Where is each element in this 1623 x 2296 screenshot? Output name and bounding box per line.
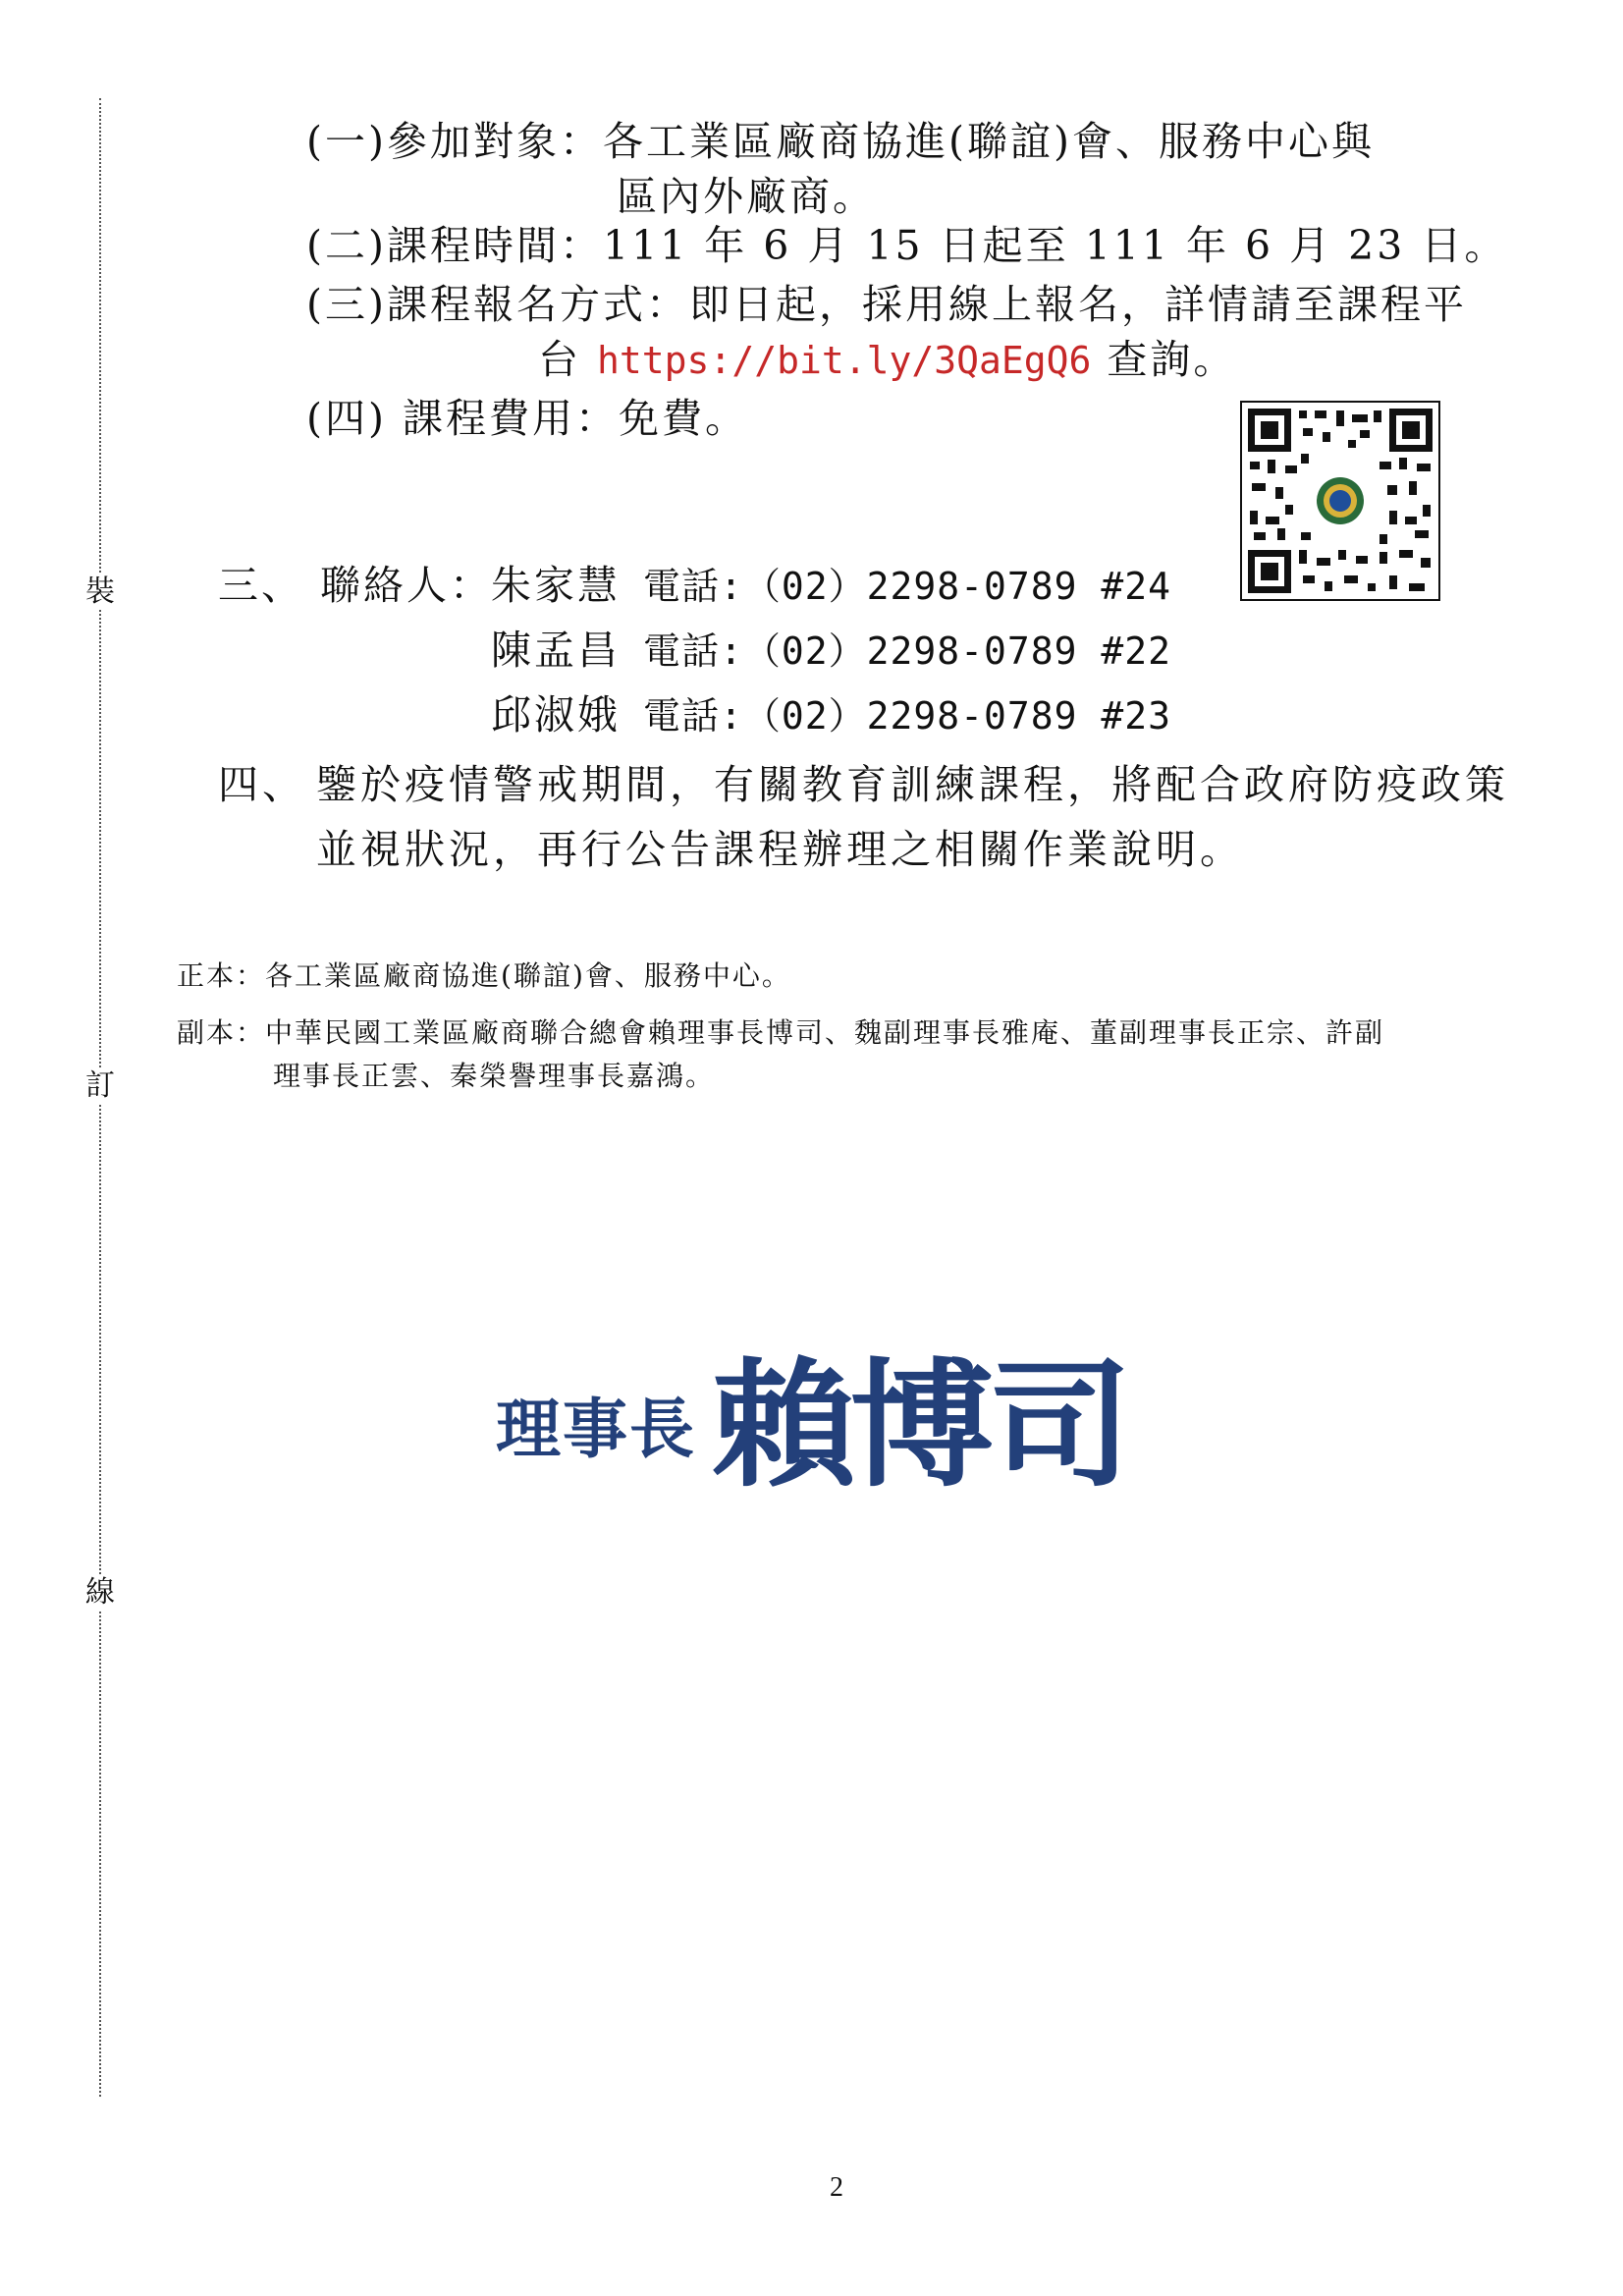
qr-code-icon <box>1242 403 1438 599</box>
item-1-text: 各工業區廠商協進(聯誼)會、服務中心與 <box>603 118 1375 165</box>
item-3-pre: 台 <box>538 336 581 383</box>
copy-label: 副本： <box>177 1016 266 1049</box>
chairman-signature <box>496 1316 1203 1506</box>
signature-name: 賴博司 <box>712 1345 1127 1506</box>
original-text: 各工業區廠商協進(聯誼)會、服務中心。 <box>265 959 791 992</box>
qr-code[interactable] <box>1240 401 1440 601</box>
contact-phone: 電話:（02）2298-0789 #23 <box>643 694 1172 738</box>
contact-phone: 電話:（02）2298-0789 #24 <box>643 565 1172 608</box>
contact-heading: 三、 聯絡人： <box>218 562 494 609</box>
copy-text-line-2: 理事長正雲、秦榮譽理事長嘉鴻。 <box>273 1060 716 1092</box>
item-3-line: (三)課程報名方式：即日起，採用線上報名，詳情請至課程平 <box>306 281 1467 328</box>
item-3-post: 查詢。 <box>1107 336 1237 383</box>
copy-recipients <box>177 1013 1384 1053</box>
binding-char-zhuang: 裝 <box>85 574 115 609</box>
binding-char-xian: 線 <box>85 1575 115 1610</box>
original-label: 正本： <box>177 959 266 992</box>
original-recipients <box>177 957 791 996</box>
item-4-line: (四) 課程費用：免費。 <box>306 395 749 442</box>
page-number: 2 <box>830 2172 843 2203</box>
section-4-line-2: 並視狀況，再行公告課程辦理之相關作業說明。 <box>316 826 1244 873</box>
contact-name: 陳孟昌 <box>491 627 621 674</box>
item-1-continuation: 區內外廠商。 <box>617 173 876 220</box>
contact-name: 朱家慧 <box>491 562 621 609</box>
signature-title: 理事長 <box>496 1391 696 1467</box>
section-4-label: 四、 <box>218 761 306 808</box>
registration-link[interactable]: https://bit.ly/3QaEgQ6 <box>597 339 1092 382</box>
copy-text-line-1: 中華民國工業區廠商聯合總會賴理事長博司、魏副理事長雅庵、董副理事長正宗、許副 <box>265 1016 1385 1049</box>
contact-name: 邱淑娥 <box>491 691 621 738</box>
item-1-label: (一)參加對象： <box>306 118 603 165</box>
contact-phone: 電話:（02）2298-0789 #22 <box>643 629 1172 673</box>
item-1-line <box>306 116 1375 167</box>
item-2-line: (二)課程時間：111 年 6 月 15 日起至 111 年 6 月 23 日。 <box>306 222 1508 269</box>
section-4-line-1: 鑒於疫情警戒期間，有關教育訓練課程，將配合政府防疫政策 <box>316 761 1509 808</box>
binding-char-ding: 訂 <box>85 1068 115 1103</box>
item-3-continuation <box>538 334 1236 386</box>
